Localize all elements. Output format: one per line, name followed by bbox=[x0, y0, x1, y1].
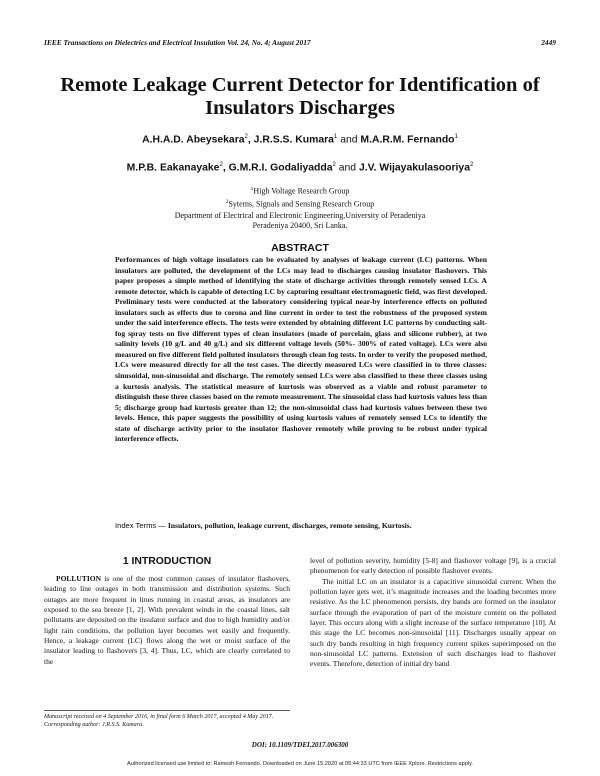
author-affiliation-mark: 2 bbox=[332, 162, 336, 168]
affiliation-name: Sytems, Signals and Sensing Research Group bbox=[228, 199, 375, 209]
author-affiliation-mark: 2 bbox=[219, 162, 223, 168]
author-name: A.H.A.D. Abeysekara bbox=[142, 134, 245, 146]
abstract-heading: ABSTRACT bbox=[271, 242, 329, 254]
author-name: J.V. Wijayakulasooriya bbox=[358, 162, 470, 174]
abstract-text: Performances of high voltage insulators can be evaluated by analyses of leakage current (LC) patterns. When insulators are polluted, the development of the LCs may lead to discharges causing insulator flashovers. This paper proposes a simple method of identifying the state of discharge activities through remotely sensed LCs. A remote detector, which is capable of detecting LC by capturing resultant electromagnetic field, was first developed. Preliminary tests were conducted at the laboratory considering typical near-by interference effects on polluted insulators such as effects due to corona and line current in order to test the robustness of the proposed system under the said interference effects. The tests were extended by obtaining different LC patterns by conducting salt-fog spray tests on five different types of clean insulators (made of porcelain, glass and silicone rubber), at two salinity levels (10 g/L and 40 g/L) and six different voltage levels (50%- 300% of rated voltage). LCs were also measured on five different field polluted insulators through clean fog tests. In order to verify the proposed method, LCs were measured directly for all the test cases. The directly measured LCs were classified in to three classes: sinusoidal, non-sinusoidal and discharge. The remotely sensed LCs were also classified to these three classes using a kurtosis analysis. The statistical measure of kurtosis was observed as a viable and robust parameter to distinguish these three classes based on the remote measurement. The sinusoidal class had kurtosis values less than 5; discharge group had kurtosis greater than 12; the non-sinusoidal class had kurtosis values between these two levels. Hence, this paper suggests the possibility of using kurtosis values of remotely sensed LCs to identify the state of discharge activity prior to the insulator flashover remotely while proving to be robust under typical interference effects. bbox=[115, 255, 487, 444]
section-heading: 1 INTRODUCTION bbox=[122, 556, 212, 567]
author-affiliation-mark: 1 bbox=[333, 134, 338, 140]
author-name: M.P.B. Eakanayake bbox=[126, 162, 220, 174]
right-column bbox=[310, 556, 556, 670]
author-affiliation-mark: 2 bbox=[244, 134, 248, 140]
affiliation-mark: 1 bbox=[250, 186, 254, 192]
license-notice: Authorized licensed use limited to: Ramesh Fernando. Downloaded on June 15,2020 at 05:44:33 UTC from IEEE Xplore. Restrictions apply. bbox=[127, 761, 473, 767]
author-affiliation-mark: 1 bbox=[454, 134, 458, 140]
paper-title: Remote Leakage Current Detector for Identification of Insulators Discharges bbox=[60, 74, 540, 119]
intro-paragraph-1: is one of the most common causes of insulator flashovers, leading to line outages in both transmission and distribution systems. Such outages are more frequent in lines running in coastal areas, as insulators are exposed to the sea breeze [1, 2]. With prevalent winds in the coastal lines, salt pollutants are deposited on the insulator surface and due to high humidity and/or light rain conditions, the pollution layer becomes wet easily and frequently. Hence, a leakage current (LC) flows along the wet or moist surface of the insulator leading to flashovers [3, 4]. Thus, LC, which are clearly correlated to the bbox=[44, 574, 291, 666]
author-name: G.M.R.I. Godaliyadda bbox=[228, 162, 333, 174]
page-number: 2449 bbox=[541, 38, 556, 47]
author-affiliation-mark: 2 bbox=[469, 162, 474, 168]
author-name: J.R.S.S. Kumara bbox=[253, 134, 334, 146]
author-name: M.A.R.M. Fernando bbox=[360, 134, 455, 146]
index-terms-text: Insulators, pollution, leakage current, discharges, remote sensing, Kurtosis. bbox=[167, 521, 412, 530]
journal-name: IEEE Transactions on Dielectrics and Electrical Insulation Vol. 24, No. 4; August 2017 bbox=[44, 38, 311, 47]
lead-word: POLLUTION bbox=[56, 574, 102, 583]
footnote: Manuscript received on 4 September 2016, in final form 6 March 2017, accepted 4 May 2017. Corresponding author: J.R.S.S. Kumara. bbox=[44, 714, 274, 729]
address: Peradeniya 20400, Sri Lanka. bbox=[252, 221, 348, 231]
affiliation-2 bbox=[60, 197, 540, 210]
affiliations bbox=[60, 184, 540, 232]
author-line-1 bbox=[30, 134, 570, 145]
author-separator: , bbox=[247, 134, 251, 146]
department: Department of Electrical and Electronic Engineering,University of Peradeniya bbox=[174, 210, 426, 220]
affiliation-name: High Voltage Research Group bbox=[253, 186, 350, 196]
doi: DOI: 10.1109/TDEI.2017.006300 bbox=[251, 741, 349, 749]
intro-paragraph-continued: level of pollution severity, humidity [5-8] and flashover voltage [9], is a crucial phenomenon for early detection of possible flashover events. bbox=[310, 556, 556, 576]
affiliation-1 bbox=[60, 184, 540, 197]
author-separator: , bbox=[222, 162, 226, 174]
footnote-rule bbox=[44, 710, 290, 711]
left-column bbox=[44, 574, 290, 667]
author-line-2 bbox=[30, 162, 570, 173]
author-and: and bbox=[338, 162, 357, 174]
intro-paragraph-2: The initial LC on an insulator is a capacitive sinusoidal current. When the pollution layer gets wet, it’s magnitude increases and the loading becomes more resistive. As the LC phenomenon persists, dry bands are formed on the insulator surface through the evaporation of part of the moisture content on the polluted layer. This occurs along with a slight increase of the surface temperature [10]. At this stage the LC becomes non-sinusoidal [11]. Discharges usually appear on such dry bands resulting in high frequency current spikes superimposed on the non-sinusoidal LC patterns. Extension of such discharges lead to flashover events. Therefore, detection of initial dry band bbox=[310, 576, 556, 669]
affiliation-mark: 2 bbox=[225, 199, 229, 206]
running-header bbox=[44, 38, 556, 50]
author-and: and bbox=[340, 134, 358, 146]
index-terms-label: Index Terms — bbox=[115, 521, 166, 530]
index-terms bbox=[115, 521, 487, 532]
